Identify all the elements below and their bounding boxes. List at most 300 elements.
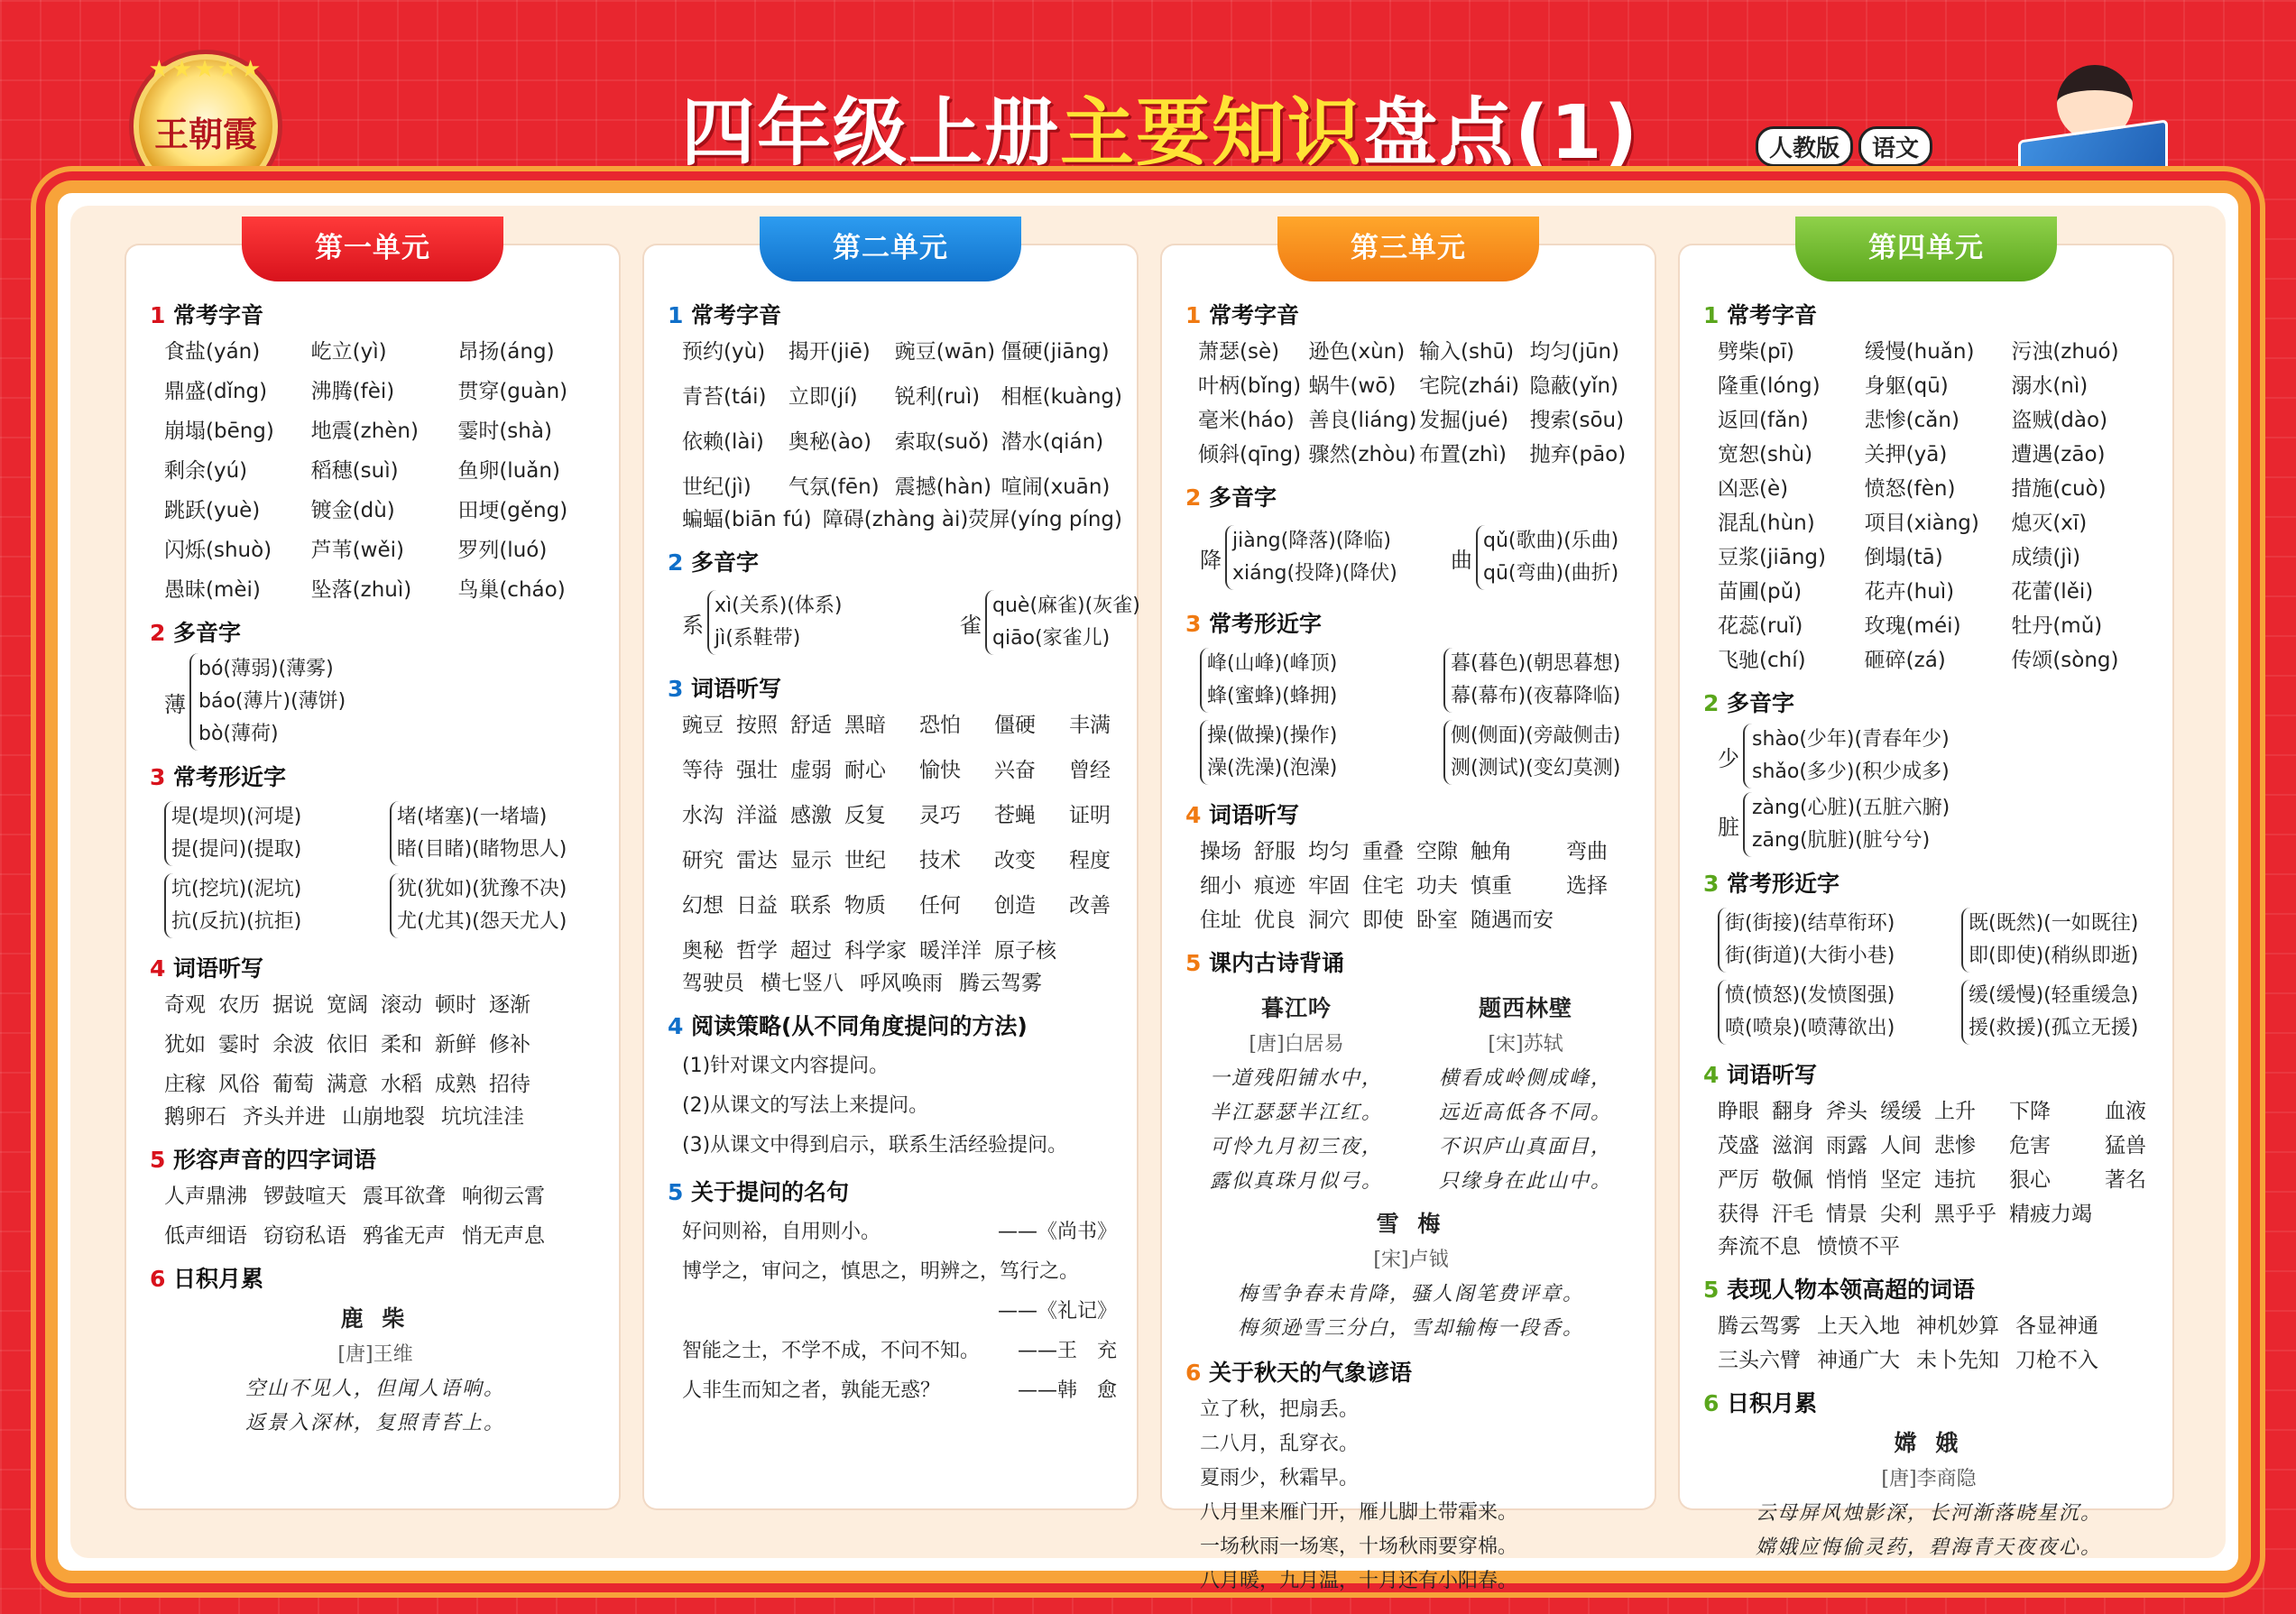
quote-line: 好问则裕，自用则小。 ——《尚书》 (682, 1221, 1117, 1243)
edition-badge: 人教版 (1756, 126, 1853, 167)
unit-title: 第四单元 (1795, 217, 2057, 281)
poem-author: [宋]卢钺 (1373, 1249, 1449, 1271)
word-item: 优良 (1254, 908, 1296, 932)
word-item: 鹅卵石 (164, 1105, 226, 1129)
section-heading: 6 日积月累 (1703, 1390, 1818, 1416)
word-item: 花蕾(lěi) (2011, 580, 2094, 604)
word-item: 水稻 (381, 1073, 422, 1096)
word-item: 超过 (790, 939, 832, 963)
word-item: 毫米(háo) (1198, 409, 1295, 432)
word-item: 幻想 (682, 894, 724, 918)
word-item: 返回(fǎn) (1718, 409, 1809, 432)
word-item: 贯穿(guàn) (457, 380, 568, 403)
word-item: 鸦雀无声 (363, 1224, 446, 1248)
word-item: 荧屏(yíng píng) (968, 508, 1122, 531)
pronunciation-list (1700, 336, 2158, 677)
pronunciation-list-extra (664, 503, 1122, 536)
word-item: 宽恕(shù) (1718, 443, 1813, 466)
dictation-list-extra (146, 1101, 604, 1133)
word-item: 日益 (736, 894, 778, 918)
unit-card-3 (1162, 232, 1655, 1592)
word-item: 劈柴(pī) (1718, 340, 1794, 364)
word-item: 响彻云霄 (462, 1185, 545, 1208)
unit-title: 第二单元 (760, 217, 1021, 281)
quote-source: ——《礼记》 (997, 1300, 1117, 1323)
title-part-b: 主要知识 (1060, 90, 1364, 176)
word-item: 隐蔽(yǐn) (1529, 374, 1619, 398)
poem-line: 返景入深林，复照青苔上。 (244, 1412, 505, 1434)
word-item: 斧头 (1826, 1100, 1867, 1123)
word-item: 输入(shū) (1419, 340, 1515, 364)
word-item: 愤怒(fèn) (1864, 477, 1956, 501)
word-item: 驾驶员 (682, 972, 744, 995)
word-item: 沸腾(fèi) (310, 380, 395, 403)
word-item: 悲惨 (1934, 1134, 1976, 1157)
proverb-line: 八月里来雁门开，雁儿脚上带霜来。 (1200, 1501, 1518, 1524)
word-item: 花卉(huì) (1864, 580, 1955, 604)
poem-title: 题西林壁 (1478, 995, 1572, 1021)
dictation-list-extra (1700, 1231, 2158, 1263)
word-item: 黑乎乎 (1934, 1203, 1996, 1226)
word-item: 重叠 (1362, 840, 1404, 863)
word-item: 反复 (844, 804, 886, 827)
word-item: 立即(jí) (788, 385, 858, 409)
polyphone-group: 少 shào(少年)(青春年少) shǎo(多少)(积少成多) (1700, 724, 2158, 789)
word-item: 苍蝇 (994, 804, 1036, 827)
section-heading: 5 关于提问的名句 (668, 1179, 850, 1205)
word-item: 物质 (844, 894, 886, 918)
word-item: 发掘(jué) (1419, 409, 1509, 432)
word-item: 招待 (489, 1073, 530, 1096)
word-item: 横七竖八 (761, 972, 844, 995)
word-item: 善良(liáng) (1308, 409, 1417, 432)
word-item: 地震(zhèn) (310, 420, 419, 443)
word-item: 睁眼 (1718, 1100, 1759, 1123)
word-item: 曾经 (1069, 759, 1111, 782)
word-item: 牡丹(mǔ) (2011, 614, 2103, 638)
word-item: 风俗 (218, 1073, 260, 1096)
dictation-list (664, 709, 1122, 967)
word-item: 精疲力竭 (2009, 1203, 2092, 1226)
section-heading: 4 词语听写 (1703, 1062, 1818, 1088)
section-heading: 1 常考字音 (150, 302, 264, 328)
proverb-line: 夏雨少，秋霜早。 (1200, 1467, 1360, 1489)
proverb-line: 一场秋雨一场寒，十场秋雨要穿棉。 (1200, 1536, 1518, 1558)
word-item: 空隙 (1416, 840, 1458, 863)
word-item: 汗毛 (1772, 1203, 1813, 1226)
similar-chars-row: 坑(挖坑)(泥坑) 抗(反抗)(抗拒) 犹(犹如)(犹豫不决) 尤(尤其)(怨天尤人) (146, 870, 604, 942)
word-item: 慎重 (1471, 874, 1512, 898)
strategy-line: (1)针对课文内容提问。 (682, 1055, 890, 1077)
word-item: 关押(yā) (1864, 443, 1948, 466)
word-item: 血液 (2105, 1100, 2146, 1123)
poem-author: [唐]白居易 (1249, 1033, 1344, 1056)
reading-girl-illustration (2016, 60, 2170, 197)
word-item: 舒适 (790, 714, 832, 737)
word-item: 操场 (1200, 840, 1241, 863)
similar-chars-row: 愤(愤怒)(发愤图强) 喷(喷泉)(喷薄欲出) 缓(缓慢)(轻重缓急) 援(救援)(孤立无援) (1700, 976, 2158, 1048)
word-item: 愚昧(mèi) (164, 578, 261, 602)
word-item: 鸟巢(cháo) (457, 578, 566, 602)
word-item: 庄稼 (164, 1073, 206, 1096)
word-item: 原子核 (994, 939, 1056, 963)
poem-author: [唐]李商隐 (1881, 1468, 1977, 1490)
polyphone-group: 脏 zàng(心脏)(五脏六腑) zāng(肮脏)(脏兮兮) (1700, 792, 2158, 857)
quote-line: 智能之士，不学不成，不问不知。 ——王 充 (682, 1340, 1117, 1362)
pronunciation-list (664, 336, 1122, 503)
word-item: 倾斜(qīng) (1198, 443, 1302, 466)
word-item: 猛兽 (2105, 1134, 2146, 1157)
subject-badge: 语文 (1858, 126, 1932, 167)
poem (1700, 1425, 2158, 1565)
word-item: 按照 (736, 714, 778, 737)
page-title (681, 74, 1639, 180)
strategy-line: (3)从课文中得到启示，联系生活经验提问。 (682, 1134, 1068, 1157)
word-item: 舒服 (1254, 840, 1296, 863)
section-heading: 2 多音字 (668, 549, 760, 576)
poem-line: 嫦娥应悔偷灵药，碧海青天夜夜心。 (1755, 1536, 2102, 1559)
section-heading: 2 多音字 (1703, 690, 1795, 716)
word-item: 雨露 (1826, 1134, 1867, 1157)
word-item: 悲惨(cǎn) (1864, 409, 1959, 432)
word-item: 凶恶(è) (1718, 477, 1789, 501)
word-item: 研究 (682, 849, 724, 872)
word-item: 愉快 (919, 759, 961, 782)
word-item: 叶柄(bǐng) (1198, 374, 1302, 398)
section-heading: 5 课内古诗背诵 (1185, 950, 1345, 976)
word-item: 霎时 (218, 1033, 260, 1056)
word-item: 鼎盛(dǐng) (164, 380, 268, 403)
word-item: 敬佩 (1772, 1168, 1813, 1192)
word-item: 成绩(jì) (2011, 546, 2081, 569)
word-item: 证明 (1069, 804, 1111, 827)
word-item: 即使 (1362, 908, 1404, 932)
polyphone-group: 薄 bó(薄弱)(薄雾) báo(薄片)(薄饼) bò(薄荷) (146, 653, 604, 751)
word-item: 均匀(jūn) (1529, 340, 1619, 364)
title-part-a: 四年级上册 (681, 90, 1061, 176)
word-item: 农历 (218, 993, 260, 1017)
word-item: 萧瑟(sè) (1198, 340, 1280, 364)
poem-title: 暮江吟 (1260, 995, 1332, 1021)
word-item: 逐渐 (489, 993, 530, 1017)
word-item: 恐怕 (919, 714, 961, 737)
word-item: 熄灭(xī) (2011, 512, 2088, 535)
word-item: 豌豆(wān) (894, 340, 996, 364)
strategy-line: (2)从课文的写法上来提问。 (682, 1094, 929, 1117)
section-heading: 1 常考字音 (1185, 302, 1300, 328)
word-item: 霎时(shà) (457, 420, 552, 443)
word-item: 新鲜 (435, 1033, 476, 1056)
proverb-line: 八月暖，九月温，十月还有小阳春。 (1200, 1570, 1518, 1592)
word-item: 奥秘 (682, 939, 724, 963)
word-item: 获得 (1718, 1203, 1759, 1226)
word-item: 布置(zhì) (1419, 443, 1507, 466)
word-item: 改善 (1069, 894, 1111, 918)
word-item: 情景 (1826, 1203, 1867, 1226)
unit-card-2 (644, 232, 1140, 1508)
word-item: 奇观 (164, 993, 206, 1017)
word-item: 遭遇(zāo) (2011, 443, 2106, 466)
word-item: 花蕊(ruǐ) (1718, 614, 1803, 638)
section-heading: 2 多音字 (1185, 484, 1277, 511)
word-item: 僵硬(jiāng) (1000, 340, 1110, 364)
word-item: 顿时 (435, 993, 476, 1017)
section-heading: 4 词语听写 (1185, 802, 1300, 828)
word-item: 细小 (1200, 874, 1241, 898)
word-item: 神机妙算 (1916, 1314, 1999, 1338)
section-heading: 3 常考形近字 (150, 764, 287, 790)
idiom-list (1700, 1310, 2158, 1377)
section-heading: 2 多音字 (150, 620, 242, 646)
word-item: 危害 (2009, 1134, 2051, 1157)
word-item: 程度 (1069, 849, 1111, 872)
section-heading: 3 常考形近字 (1185, 611, 1323, 637)
word-item: 僵硬 (994, 714, 1036, 737)
poem-author: [宋]苏轼 (1488, 1033, 1563, 1056)
word-item: 喧闹(xuān) (1000, 475, 1111, 499)
word-item: 滚动 (381, 993, 422, 1017)
word-item: 相框(kuàng) (1000, 385, 1122, 409)
similar-chars-row: 操(做操)(操作) 澡(洗澡)(泡澡) 侧(侧面)(旁敲侧击) 测(测试)(变幻莫测) (1182, 716, 1640, 789)
word-item: 污浊(zhuó) (2011, 340, 2119, 364)
unit-title: 第三单元 (1277, 217, 1539, 281)
word-item: 三头六臂 (1718, 1349, 1801, 1372)
pronunciation-list (1182, 336, 1640, 471)
word-item: 黑暗 (844, 714, 886, 737)
section-heading: 1 常考字音 (668, 302, 782, 328)
word-item: 坠落(zhuì) (310, 578, 412, 602)
word-item: 悄悄 (1826, 1168, 1867, 1192)
word-item: 联系 (790, 894, 832, 918)
word-item: 措施(cuò) (2011, 477, 2107, 501)
similar-chars-row: 街(街接)(结草衔环) 街(街道)(大街小巷) 既(既然)(一如既往) 即(即使)(稍纵即逝) (1700, 904, 2158, 976)
word-item: 坚定 (1880, 1168, 1922, 1192)
word-item: 屹立(yì) (310, 340, 387, 364)
word-item: 震撼(hàn) (894, 475, 991, 499)
word-item: 各显神通 (2015, 1314, 2098, 1338)
section-heading: 3 常考形近字 (1703, 871, 1840, 897)
word-item: 蝙蝠(biān fú) (682, 508, 812, 531)
poem-pair (1182, 983, 1640, 1199)
polyphone-row: 系 xì(关系)(体系) jì(系鞋带) 雀 què(麻雀)(灰雀) qiāo(家雀儿) (664, 583, 1122, 662)
word-item: 修补 (489, 1033, 530, 1056)
word-item: 逊色(xùn) (1308, 340, 1406, 364)
section-heading: 5 形容声音的四字词语 (150, 1147, 377, 1173)
word-item: 科学家 (844, 939, 907, 963)
word-item: 等待 (682, 759, 724, 782)
proverb-line: 立了秋，把扇丢。 (1200, 1398, 1360, 1421)
word-item: 人间 (1880, 1134, 1922, 1157)
word-item: 苗圃(pǔ) (1718, 580, 1803, 604)
word-item: 葡萄 (272, 1073, 314, 1096)
word-item: 障碍(zhàng ài) (822, 508, 969, 531)
poem-title: 雪 梅 (1376, 1211, 1446, 1237)
word-item: 创造 (994, 894, 1036, 918)
word-item: 丰满 (1069, 714, 1111, 737)
word-item: 盗贼(dào) (2011, 409, 2108, 432)
word-item: 豆浆(jiāng) (1718, 546, 1826, 569)
word-item: 闪烁(shuò) (164, 539, 272, 562)
poem-title: 鹿 柴 (340, 1305, 410, 1332)
word-item: 传颂(sòng) (2011, 649, 2119, 672)
word-item: 水沟 (682, 804, 724, 827)
idiom-list (146, 1180, 604, 1252)
section-heading: 4 词语听写 (150, 955, 264, 982)
poem-author: [唐]王维 (337, 1343, 413, 1366)
poem: 暮江吟 [唐]白居易 一道残阳铺水中， 半江瑟瑟半江红。 可怜九月初三夜， 露似真珠月似弓。 (1210, 983, 1383, 1199)
word-item: 镀金(dù) (310, 499, 395, 522)
word-item: 触角 (1471, 840, 1512, 863)
word-item: 震耳欲聋 (363, 1185, 446, 1208)
proverb-line: 二八月，乱穿衣。 (1200, 1433, 1360, 1455)
brand-logo (134, 54, 278, 198)
title-part-c: 盘点(1) (1363, 90, 1640, 176)
word-item: 显示 (790, 849, 832, 872)
edition-badges (1756, 126, 1932, 167)
word-item: 犹如 (164, 1033, 206, 1056)
word-item: 呼风唤雨 (860, 972, 943, 995)
section-heading: 5 表现人物本领高超的词语 (1703, 1277, 1976, 1303)
poem: 题西林壁 [宋]苏轼 横看成岭侧成峰， 远近高低各不同。 不识庐山真面目， 只缘身在此山中。 (1439, 983, 1612, 1199)
word-item: 刀枪不入 (2015, 1349, 2098, 1372)
dictation-list-extra (664, 967, 1122, 1000)
word-item: 缓慢(huǎn) (1864, 340, 1975, 364)
word-item: 山崩地裂 (342, 1105, 425, 1129)
word-item: 下降 (2009, 1100, 2051, 1123)
word-item: 耐心 (844, 759, 886, 782)
dictation-list (1182, 835, 1640, 936)
word-item: 剩余(yú) (164, 459, 248, 483)
word-item: 青苔(tái) (682, 385, 767, 409)
word-item: 弯曲 (1566, 840, 1608, 863)
word-item: 余波 (272, 1033, 314, 1056)
poem-line: 云母屏风烛影深，长河渐落晓星沉。 (1755, 1502, 2102, 1525)
word-item: 飞驰(chí) (1718, 649, 1806, 672)
pronunciation-list (146, 336, 604, 606)
word-item: 豌豆 (682, 714, 724, 737)
word-item: 功夫 (1416, 874, 1458, 898)
word-item: 揭开(jiē) (788, 340, 871, 364)
unit-card-1 (126, 232, 619, 1508)
word-item: 洋溢 (736, 804, 778, 827)
unit-card-4 (1680, 232, 2172, 1559)
word-item: 蜗牛(wō) (1308, 374, 1397, 398)
quote-line: 人非生而知之者，孰能无惑？ ——韩 愈 (682, 1379, 1117, 1402)
word-item: 世纪(jì) (682, 475, 752, 499)
word-item: 倒塌(tā) (1864, 546, 1943, 569)
word-item: 锐利(ruì) (894, 385, 981, 409)
word-item: 雷达 (736, 849, 778, 872)
word-item: 狠心 (2009, 1168, 2051, 1192)
word-item: 严厉 (1718, 1168, 1759, 1192)
word-item: 坑坑洼洼 (441, 1105, 524, 1129)
word-item: 据说 (272, 993, 314, 1017)
word-item: 稻穗(suì) (310, 459, 399, 483)
word-item: 罗列(luó) (457, 539, 548, 562)
word-item: 窃窃私语 (263, 1224, 346, 1248)
word-item: 抛弃(pāo) (1529, 443, 1627, 466)
word-item: 搜索(sōu) (1529, 409, 1625, 432)
word-item: 跳跃(yuè) (164, 499, 261, 522)
word-item: 玫瑰(méi) (1864, 614, 1961, 638)
word-item: 依赖(lài) (682, 430, 764, 454)
word-item: 悄无声息 (462, 1224, 545, 1248)
word-item: 满意 (327, 1073, 368, 1096)
dictation-list (146, 989, 604, 1101)
word-item: 痕迹 (1254, 874, 1296, 898)
word-item: 哲学 (736, 939, 778, 963)
word-item: 依旧 (327, 1033, 368, 1056)
word-item: 身躯(qū) (1864, 374, 1949, 398)
word-item: 项目(xiàng) (1864, 512, 1979, 535)
header (0, 0, 2296, 185)
word-item: 世纪 (844, 849, 886, 872)
word-item: 茂盛 (1718, 1134, 1759, 1157)
word-item: 田埂(gěng) (457, 499, 568, 522)
word-item: 改变 (994, 849, 1036, 872)
word-item: 愤愤不平 (1817, 1235, 1900, 1259)
word-item: 气氛(fēn) (788, 475, 880, 499)
poem-title: 嫦 娥 (1894, 1430, 1964, 1456)
poem: 雪 梅 [宋]卢钺 梅雪争春未肯降，骚人阁笔费评章。 梅须逊雪三分白，雪却输梅一段香。 (1182, 1206, 1640, 1346)
word-item: 洞穴 (1308, 908, 1350, 932)
word-item: 住址 (1200, 908, 1241, 932)
word-item: 隆重(lóng) (1718, 374, 1821, 398)
word-item: 芦苇(wěi) (310, 539, 404, 562)
word-item: 锣鼓喧天 (263, 1185, 346, 1208)
word-item: 技术 (919, 849, 961, 872)
word-item: 腾云驾雾 (959, 972, 1042, 995)
word-item: 成熟 (435, 1073, 476, 1096)
section-heading: 1 常考字音 (1703, 302, 1818, 328)
word-item: 人声鼎沸 (164, 1185, 247, 1208)
word-item: 索取(suǒ) (894, 430, 990, 454)
poem (146, 1301, 604, 1441)
word-item: 暖洋洋 (919, 939, 982, 963)
word-item: 缓缓 (1880, 1100, 1922, 1123)
similar-chars-row: 堤(堤坝)(河堤) 提(提问)(提取) 堵(堵塞)(一堵墙) 睹(目睹)(睹物思人) (146, 798, 604, 870)
word-item: 鱼卵(luǎn) (457, 459, 560, 483)
word-item: 齐头并进 (243, 1105, 326, 1129)
word-item: 宅院(zhái) (1419, 374, 1520, 398)
word-item: 违抗 (1934, 1168, 1976, 1192)
quote-line: 博学之，审问之，慎思之，明辨之，笃行之。 (682, 1260, 1080, 1283)
word-item: 随遇而安 (1471, 908, 1554, 932)
word-item: 滋润 (1772, 1134, 1813, 1157)
section-heading: 4 阅读策略(从不同角度提问的方法) (668, 1013, 1028, 1039)
unit-title: 第一单元 (242, 217, 503, 281)
word-item: 潜水(qián) (1000, 430, 1104, 454)
word-item: 尖利 (1880, 1203, 1922, 1226)
logo-text: 王朝霞 (153, 114, 257, 154)
word-item: 奥秘(ào) (788, 430, 871, 454)
word-item: 强壮 (736, 759, 778, 782)
word-item: 食盐(yán) (164, 340, 261, 364)
word-item: 选择 (1566, 874, 1608, 898)
section-heading: 6 关于秋天的气象谚语 (1185, 1360, 1413, 1386)
word-item: 混乱(hùn) (1718, 512, 1815, 535)
word-item: 神通广大 (1817, 1349, 1900, 1372)
similar-chars-row: 峰(山峰)(峰顶) 蜂(蜜蜂)(蜂拥) 暮(暮色)(朝思暮想) 幕(幕布)(夜幕降临) (1182, 644, 1640, 716)
word-item: 低声细语 (164, 1224, 247, 1248)
star-icons: ★★★★★ (148, 56, 263, 83)
word-item: 骤然(zhòu) (1308, 443, 1416, 466)
word-item: 昂扬(áng) (457, 340, 555, 364)
word-item: 柔和 (381, 1033, 422, 1056)
word-item: 感激 (790, 804, 832, 827)
word-item: 溺水(nì) (2011, 374, 2089, 398)
word-item: 未卜先知 (1916, 1349, 1999, 1372)
